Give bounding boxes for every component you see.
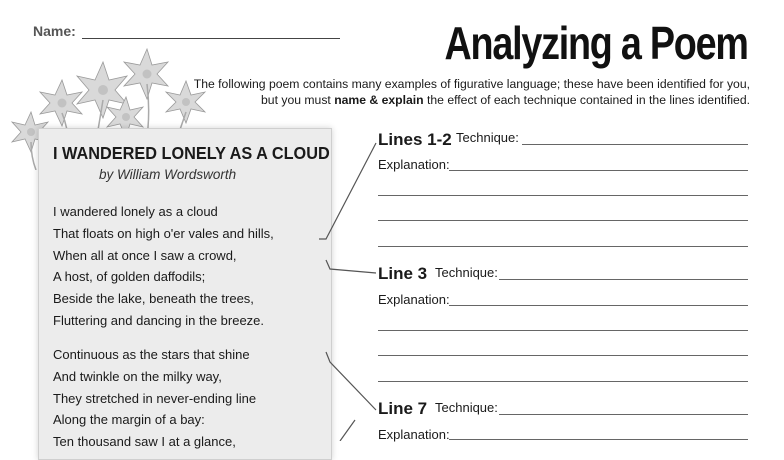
technique-label: Technique:	[456, 130, 519, 145]
name-field[interactable]	[82, 38, 340, 39]
instructions-name-emphasis: name	[334, 93, 367, 107]
poem-line: I wandered lonely as a cloud	[53, 204, 218, 219]
instructions	[190, 76, 750, 108]
instructions-text-2: the effect of each technique contained in the lines identified.	[423, 93, 750, 107]
poem-line: Along the margin of a bay:	[53, 412, 205, 428]
technique-label: Technique:	[435, 265, 498, 280]
connector-line-3	[326, 260, 376, 273]
poem-line: That floats on high o'er vales and hills,	[53, 225, 274, 241]
section-heading-line-3: Line 3	[378, 264, 428, 283]
stanza-2	[53, 344, 256, 453]
poem-line: When all at once I saw a crowd,	[53, 247, 237, 263]
explanation-answer-line[interactable]	[449, 170, 748, 171]
poem-line: Fluttering and dancing in the breeze.	[53, 312, 265, 328]
explanation-answer-line[interactable]	[378, 220, 748, 221]
explanation-label: Explanation:	[378, 292, 450, 307]
section-heading-lines-1-2: Lines 1-2	[378, 130, 452, 149]
explanation-answer-line[interactable]	[378, 195, 748, 196]
explanation-answer-line[interactable]	[378, 381, 748, 382]
connector-line-8	[340, 420, 355, 441]
explanation-answer-line[interactable]	[378, 330, 748, 331]
worksheet-title: Analyzing a Poem	[444, 17, 748, 69]
poem-author: by William Wordsworth	[99, 167, 237, 182]
poem-title: I WANDERED LONELY AS A CLOUD	[53, 143, 330, 163]
poem-line: Ten thousand saw I at a glance,	[53, 434, 236, 450]
explanation-label: Explanation:	[378, 427, 450, 442]
connector-line-7	[326, 352, 376, 410]
poem-line: Beside the lake, beneath the trees,	[53, 291, 254, 307]
technique-label: Technique:	[435, 400, 498, 415]
explanation-label: Explanation:	[378, 157, 450, 172]
instructions-ampersand: &	[366, 93, 382, 107]
technique-answer-line[interactable]	[522, 144, 748, 145]
instructions-text-1: The following poem contains many examples of figurative language; these have been identified for you, but you must	[193, 77, 750, 107]
explanation-answer-line[interactable]	[449, 305, 748, 306]
poem-line: And twinkle on the milky way,	[53, 368, 222, 384]
instructions-explain-emphasis: explain	[381, 93, 424, 107]
name-label: Name:	[33, 23, 76, 39]
explanation-answer-line[interactable]	[449, 439, 748, 440]
section-heading-line-7: Line 7	[378, 399, 428, 418]
poem-line: Continuous as the stars that shine	[53, 347, 250, 362]
poem-box	[38, 128, 332, 460]
poem-line: They stretched in never-ending line	[53, 390, 257, 406]
technique-answer-line[interactable]	[499, 279, 748, 280]
explanation-answer-line[interactable]	[378, 246, 748, 247]
poem-line: A host, of golden daffodils;	[53, 269, 206, 285]
stanza-1	[53, 201, 274, 332]
explanation-answer-line[interactable]	[378, 355, 748, 356]
technique-answer-line[interactable]	[499, 414, 748, 415]
